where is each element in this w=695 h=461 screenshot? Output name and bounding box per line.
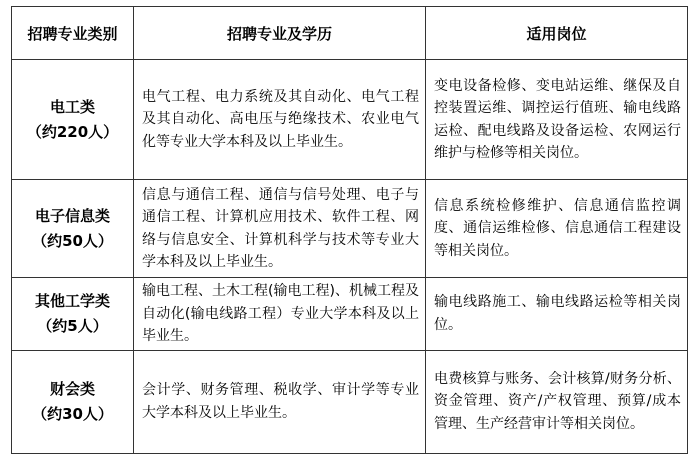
category-cell xyxy=(12,350,134,453)
major-cell: 信息与通信工程、通信与信号处理、电子与通信工程、计算机应用技术、软件工程、网络与信息安全、计算机科学与技术等专业大学本科及以上毕业生。 xyxy=(134,180,426,278)
category-name: 其他工学类 xyxy=(34,291,110,310)
positions-cell: 变电设备检修、变电站运维、继保及自控装置运维、调控运行值班、输电线路运检、配电线路及设备运检、农网运行维护与检修等相关岗位。 xyxy=(426,60,688,180)
category-name: 电工类 xyxy=(49,97,95,116)
header-positions: 适用岗位 xyxy=(426,7,688,60)
major-cell: 电气工程、电力系统及其自动化、电气工程及其自动化、高电压与绝缘技术、农业电气化等专业大学本科及以上毕业生。 xyxy=(134,60,426,180)
recruitment-table xyxy=(11,6,688,454)
header-major: 招聘专业及学历 xyxy=(134,7,426,60)
category-count: （约5人） xyxy=(37,316,108,335)
major-cell: 输电工程、土木工程(输电工程)、机械工程及自动化(输电线路工程）专业大学本科及以上毕业生。 xyxy=(134,278,426,351)
category-name: 财会类 xyxy=(49,379,95,398)
category-cell xyxy=(12,278,134,351)
category-count: （约50人） xyxy=(32,231,113,250)
category-cell xyxy=(12,180,134,278)
positions-cell: 电费核算与账务、会计核算/财务分析、资金管理、资产/产权管理、预算/成本管理、生产经营审计等相关岗位。 xyxy=(426,350,688,453)
category-count: （约30人） xyxy=(32,404,113,423)
positions-cell: 信息系统检修维护、信息通信监控调度、通信运维检修、信息通信工程建设等相关岗位。 xyxy=(426,180,688,278)
table-row xyxy=(12,60,688,180)
major-cell: 会计学、财务管理、税收学、审计学等专业大学本科及以上毕业生。 xyxy=(134,350,426,453)
category-count: （约220人） xyxy=(26,122,119,141)
table-row xyxy=(12,278,688,351)
table-row xyxy=(12,180,688,278)
positions-cell: 输电线路施工、输电线路运检等相关岗位。 xyxy=(426,278,688,351)
header-category: 招聘专业类别 xyxy=(12,7,134,60)
category-cell xyxy=(12,60,134,180)
table-row xyxy=(12,350,688,453)
category-name: 电子信息类 xyxy=(34,206,110,225)
table-header-row xyxy=(12,7,688,60)
